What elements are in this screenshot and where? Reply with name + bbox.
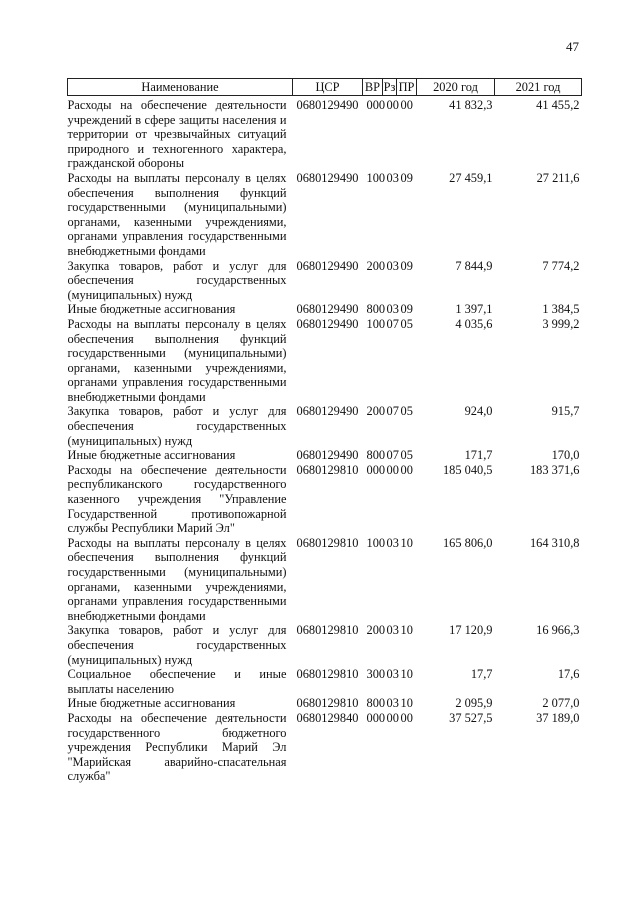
row-rz: 03 bbox=[386, 623, 399, 638]
row-name: Расходы на обеспечение деятельности учреждений в сфере защиты населения и территории от чрезвычайных ситуаций природного и техногенного характера, гражданской обороны bbox=[67, 98, 287, 171]
row-amount-2021: 164 310,8 bbox=[529, 535, 580, 550]
row-pr: 09 bbox=[400, 170, 413, 185]
row-amount-2020: 37 527,5 bbox=[449, 710, 493, 725]
table-row bbox=[68, 171, 582, 259]
row-pr: 00 bbox=[400, 98, 413, 112]
table-row bbox=[68, 623, 582, 667]
row-amount-2021: 27 211,6 bbox=[536, 170, 580, 185]
row-csr: 0680129490 bbox=[296, 302, 359, 317]
row-vr: 800 bbox=[366, 448, 386, 463]
row-amount-2021: 3 999,2 bbox=[542, 316, 580, 331]
row-amount-2021: 7 774,2 bbox=[542, 258, 580, 273]
row-csr: 0680129810 bbox=[296, 696, 359, 711]
row-vr: 100 bbox=[366, 170, 386, 185]
row-name: Иные бюджетные ассигнования bbox=[67, 302, 236, 317]
table-header bbox=[68, 79, 582, 96]
row-amount-2020: 17 120,9 bbox=[449, 623, 493, 638]
row-amount-2020: 27 459,1 bbox=[449, 170, 493, 185]
table-row bbox=[68, 96, 582, 171]
row-name: Расходы на обеспечение деятельности республиканского государственного казенного учреждения "Управление Государственной противопожарной службы Республики Марий Эл" bbox=[67, 462, 287, 536]
row-name: Расходы на обеспечение деятельности государственного бюджетного учреждения Республики Марий Эл "Марийская аварийно-спасательная служба" bbox=[67, 710, 287, 784]
row-amount-2021: 41 455,2 bbox=[536, 98, 580, 112]
row-csr: 0680129810 bbox=[296, 535, 359, 550]
row-vr: 000 bbox=[366, 462, 386, 477]
row-name: Закупка товаров, работ и услуг для обеспечения государственных (муниципальных) нужд bbox=[67, 258, 287, 302]
table-row bbox=[68, 667, 582, 696]
table-row bbox=[68, 711, 582, 784]
row-name: Социальное обеспечение и иные выплаты населению bbox=[67, 667, 287, 696]
row-csr: 0680129810 bbox=[296, 667, 359, 682]
row-rz: 00 bbox=[386, 98, 399, 112]
row-pr: 09 bbox=[400, 302, 413, 317]
row-vr: 000 bbox=[366, 710, 386, 725]
header-2021: 2021 год bbox=[495, 79, 582, 96]
row-csr: 0680129810 bbox=[296, 623, 359, 638]
row-vr: 200 bbox=[366, 258, 386, 273]
row-pr: 10 bbox=[400, 623, 413, 638]
header-name: Наименование bbox=[68, 79, 293, 96]
header-pr: ПР bbox=[397, 79, 417, 96]
row-amount-2021: 915,7 bbox=[551, 404, 580, 419]
row-amount-2021: 16 966,3 bbox=[536, 623, 580, 638]
row-pr: 00 bbox=[400, 710, 413, 725]
table-row bbox=[68, 696, 582, 711]
row-vr: 000 bbox=[366, 98, 386, 112]
page-number: 47 bbox=[566, 39, 579, 54]
row-rz: 00 bbox=[386, 710, 399, 725]
row-vr: 200 bbox=[366, 404, 386, 419]
table-row bbox=[68, 463, 582, 536]
row-pr: 05 bbox=[400, 448, 413, 463]
row-amount-2020: 4 035,6 bbox=[455, 316, 493, 331]
row-rz: 03 bbox=[386, 258, 399, 273]
header-2020: 2020 год bbox=[417, 79, 495, 96]
row-rz: 03 bbox=[386, 667, 399, 682]
row-amount-2021: 17,6 bbox=[557, 667, 580, 682]
row-rz: 07 bbox=[386, 448, 399, 463]
row-pr: 10 bbox=[400, 696, 413, 711]
row-pr: 00 bbox=[400, 462, 413, 477]
row-amount-2021: 170,0 bbox=[551, 448, 580, 463]
table-row bbox=[68, 536, 582, 624]
row-amount-2021: 1 384,5 bbox=[542, 302, 580, 317]
row-amount-2020: 1 397,1 bbox=[455, 302, 493, 317]
row-amount-2020: 2 095,9 bbox=[455, 696, 493, 711]
row-name: Расходы на выплаты персоналу в целях обеспечения выполнения функций государственными (муниципальными) органами, казенными учреждениями, органами управления государственными внебюджетными фондами bbox=[67, 316, 287, 404]
row-name: Иные бюджетные ассигнования bbox=[67, 448, 236, 463]
row-rz: 07 bbox=[386, 404, 399, 419]
row-amount-2020: 185 040,5 bbox=[442, 462, 493, 477]
row-amount-2020: 165 806,0 bbox=[442, 535, 493, 550]
row-csr: 0680129840 bbox=[296, 710, 359, 725]
row-amount-2021: 183 371,6 bbox=[529, 462, 580, 477]
header-rz: Рз bbox=[383, 80, 396, 95]
row-rz: 03 bbox=[386, 696, 399, 711]
row-csr: 0680129490 bbox=[296, 404, 359, 419]
row-amount-2020: 41 832,3 bbox=[449, 98, 493, 112]
row-pr: 10 bbox=[400, 535, 413, 550]
row-rz: 07 bbox=[386, 316, 399, 331]
table-body bbox=[68, 96, 582, 784]
row-csr: 0680129490 bbox=[296, 170, 359, 185]
table-row bbox=[68, 259, 582, 303]
row-amount-2020: 17,7 bbox=[470, 667, 493, 682]
table-row bbox=[68, 448, 582, 463]
row-vr: 100 bbox=[366, 316, 386, 331]
row-name: Закупка товаров, работ и услуг для обеспечения государственных (муниципальных) нужд bbox=[67, 623, 287, 667]
row-csr: 0680129810 bbox=[296, 462, 359, 477]
row-amount-2021: 37 189,0 bbox=[536, 710, 580, 725]
row-name: Расходы на выплаты персоналу в целях обеспечения выполнения функций государственными (муниципальными) органами, казенными учреждениями, органами управления государственными внебюджетными фондами bbox=[67, 170, 287, 258]
header-vr: ВР bbox=[363, 79, 383, 96]
row-pr: 09 bbox=[400, 258, 413, 273]
row-csr: 0680129490 bbox=[296, 316, 359, 331]
row-rz: 03 bbox=[386, 302, 399, 317]
row-pr: 05 bbox=[400, 316, 413, 331]
row-amount-2021: 2 077,0 bbox=[542, 696, 580, 711]
row-name: Иные бюджетные ассигнования bbox=[67, 696, 236, 711]
row-rz: 03 bbox=[386, 170, 399, 185]
row-csr: 0680129490 bbox=[296, 448, 359, 463]
table-row bbox=[68, 317, 582, 405]
row-vr: 100 bbox=[366, 535, 386, 550]
row-vr: 800 bbox=[366, 696, 386, 711]
table-row bbox=[68, 404, 582, 448]
row-vr: 300 bbox=[366, 667, 386, 682]
row-name: Расходы на выплаты персоналу в целях обеспечения выполнения функций государственными (муниципальными) органами, казенными учреждениями, органами управления государственными внебюджетными фондами bbox=[67, 535, 287, 623]
row-pr: 10 bbox=[400, 667, 413, 682]
row-vr: 800 bbox=[366, 302, 386, 317]
row-rz: 03 bbox=[386, 535, 399, 550]
table-row bbox=[68, 302, 582, 317]
row-amount-2020: 924,0 bbox=[464, 404, 493, 419]
row-pr: 05 bbox=[400, 404, 413, 419]
row-amount-2020: 171,7 bbox=[464, 448, 493, 463]
row-rz: 00 bbox=[386, 462, 399, 477]
row-name: Закупка товаров, работ и услуг для обеспечения государственных (муниципальных) нужд bbox=[67, 404, 287, 448]
header-csr: ЦСР bbox=[293, 79, 363, 96]
row-amount-2020: 7 844,9 bbox=[455, 258, 493, 273]
row-vr: 200 bbox=[366, 623, 386, 638]
budget-table bbox=[67, 78, 582, 784]
row-csr: 0680129490 bbox=[296, 258, 359, 273]
row-csr: 0680129490 bbox=[296, 98, 359, 112]
